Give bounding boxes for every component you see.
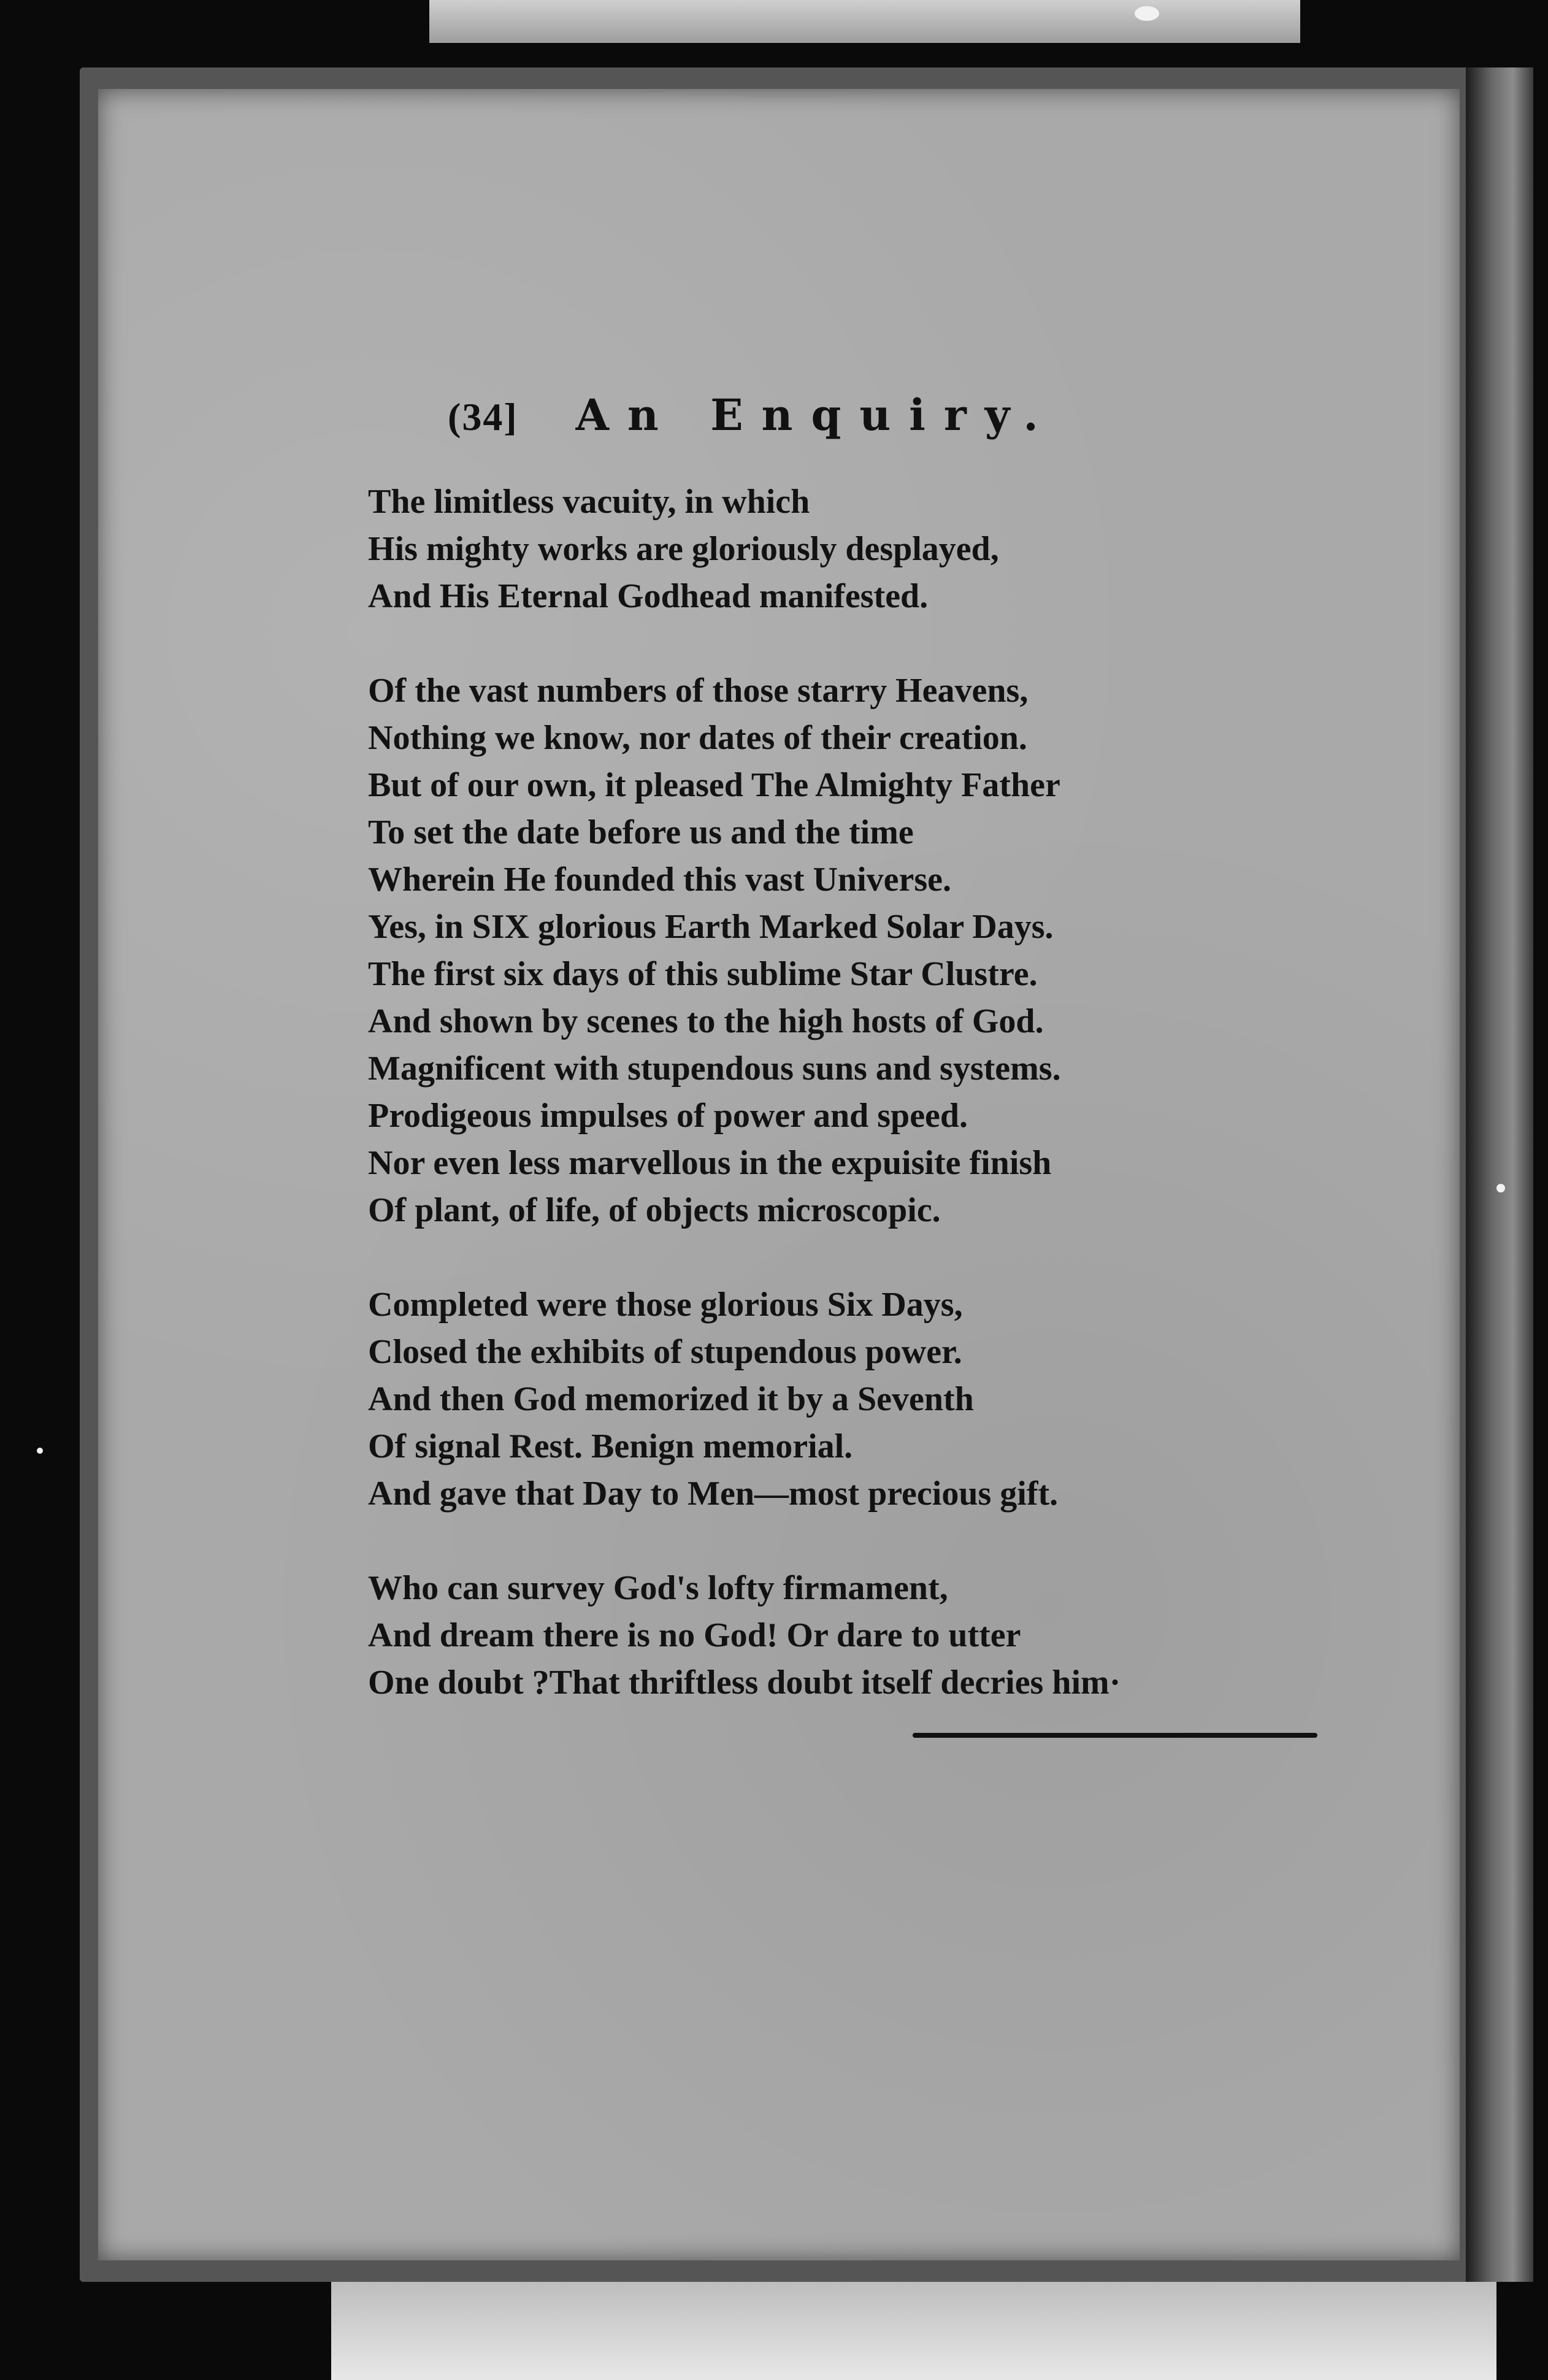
poem-line: Nor even less marvellous in the expuisite finish xyxy=(368,1144,1052,1182)
page-number: (34] xyxy=(448,395,518,439)
top-page-strip xyxy=(429,0,1300,43)
poem-line: His mighty works are gloriously desplayed, xyxy=(368,530,999,568)
scan-speck xyxy=(1135,6,1159,21)
stanza-4 xyxy=(368,1565,1349,1706)
poem-line: And gave that Day to Men—most precious gift. xyxy=(368,1475,1059,1513)
poem-line: The limitless vacuity, in which xyxy=(368,483,810,521)
page-header xyxy=(448,390,1368,457)
bottom-page-strip xyxy=(331,2282,1496,2380)
scan-speck xyxy=(37,1448,43,1454)
poem-line: Magnificent with stupendous suns and systems. xyxy=(368,1050,1061,1088)
poem-line: Completed were those glorious Six Days, xyxy=(368,1286,963,1324)
page-content xyxy=(98,89,1460,2260)
poem-line: Prodigeous impulses of power and speed. xyxy=(368,1097,968,1135)
poem-line: Of signal Rest. Benign memorial. xyxy=(368,1427,853,1465)
handwritten-underline xyxy=(913,1733,1317,1738)
poem-line: But of our own, it pleased The Almighty Father xyxy=(368,766,1060,804)
poem-line: Of the vast numbers of those starry Heavens, xyxy=(368,672,1029,710)
stanza-1 xyxy=(368,478,1349,620)
poem-line: Closed the exhibits of stupendous power. xyxy=(368,1333,962,1371)
running-title: An Enquiry. xyxy=(575,390,1057,440)
book-page xyxy=(98,89,1460,2260)
poem-line: One doubt ?That thriftless doubt itself decries him· xyxy=(368,1664,1121,1702)
poem-body xyxy=(368,478,1349,1754)
poem-line: Nothing we know, nor dates of their creation. xyxy=(368,719,1027,757)
poem-line: Wherein He founded this vast Universe. xyxy=(368,861,951,899)
poem-line: And shown by scenes to the high hosts of God. xyxy=(368,1002,1044,1040)
poem-line: Of plant, of life, of objects microscopic. xyxy=(368,1191,941,1229)
poem-line: The first six days of this sublime Star Clustre. xyxy=(368,955,1038,993)
scan-speck xyxy=(1496,1184,1505,1192)
poem-line: And dream there is no God! Or dare to utter xyxy=(368,1616,1021,1654)
stanza-2 xyxy=(368,667,1349,1234)
poem-line: To set the date before us and the time xyxy=(368,813,914,851)
poem-line: And then God memorized it by a Seventh xyxy=(368,1380,974,1418)
poem-line: Who can survey God's lofty firmament, xyxy=(368,1569,948,1607)
poem-line: Yes, in SIX glorious Earth Marked Solar Days. xyxy=(368,908,1054,946)
poem-line: And His Eternal Godhead manifested. xyxy=(368,577,929,615)
adjacent-page-edge xyxy=(1466,67,1533,2282)
stanza-3 xyxy=(368,1281,1349,1518)
